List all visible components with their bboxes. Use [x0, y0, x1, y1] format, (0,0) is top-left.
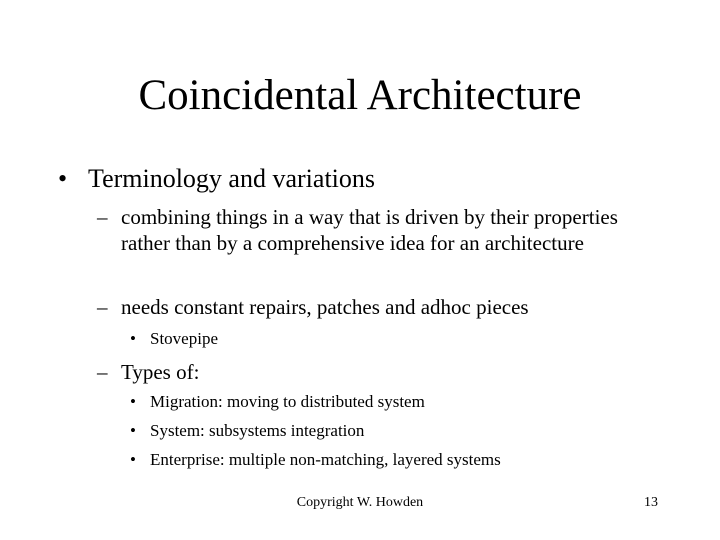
- sub-sub-item-text: Enterprise: multiple non-matching, layered systems: [150, 450, 501, 469]
- main-bullet-text: Terminology and variations: [88, 164, 376, 193]
- footer-copyright: Copyright W. Howden: [296, 495, 424, 510]
- sub-item-text: needs constant repairs, patches and adhoc pieces: [121, 295, 529, 319]
- sub-item-text: combining things in a way that is driven by their properties rather than by a comprehensive idea for an architecture: [121, 205, 618, 255]
- sub-item-text: Types of:: [121, 360, 200, 384]
- slide-title: Coincidental Architecture: [138, 72, 582, 119]
- sub-sub-item-text: Migration: moving to distributed system: [150, 392, 425, 411]
- dash-marker: –: [97, 205, 108, 229]
- dash-marker: –: [97, 360, 108, 384]
- bullet-marker: •: [130, 329, 136, 348]
- bullet-marker: •: [130, 450, 136, 469]
- bullet-marker: •: [58, 164, 68, 193]
- sub-sub-item-text: System: subsystems integration: [150, 421, 365, 440]
- bullet-marker: •: [130, 421, 136, 440]
- page-number: 13: [644, 495, 658, 510]
- bullet-marker: •: [130, 392, 136, 411]
- dash-marker: –: [97, 295, 108, 319]
- sub-sub-item-text: Stovepipe: [150, 329, 218, 348]
